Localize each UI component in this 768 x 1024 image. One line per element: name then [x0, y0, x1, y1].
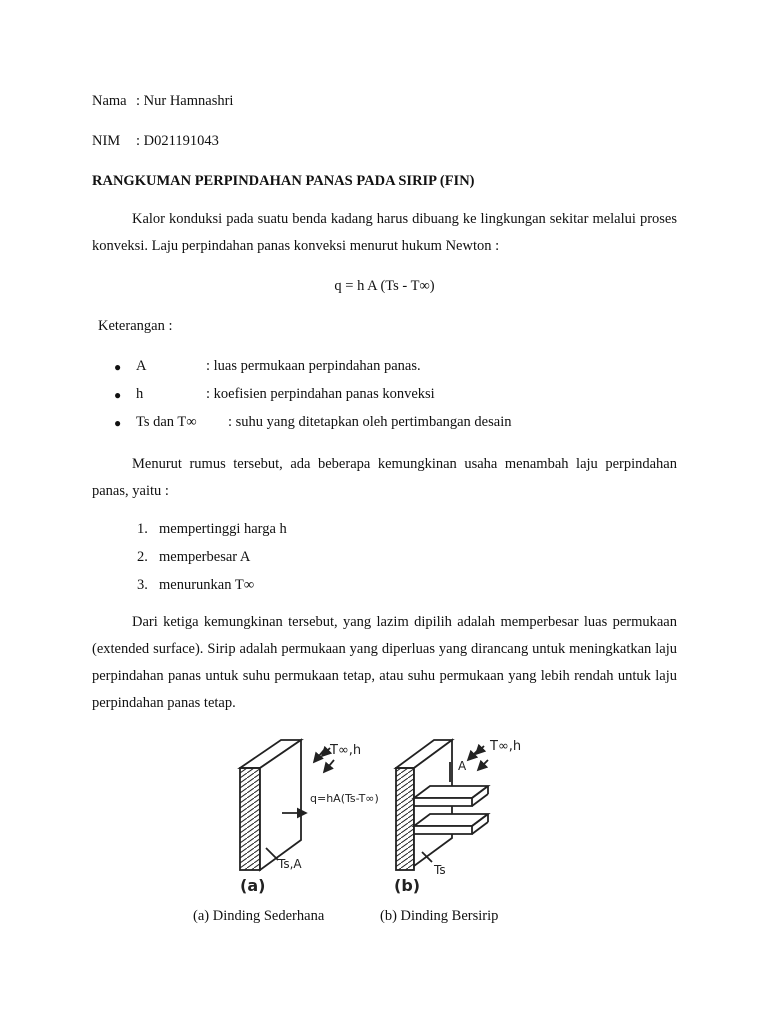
intro-paragraph: Kalor konduksi pada suatu benda kadang harus dibuang ke lingkungan sekitar melalui proses konveksi. Laju perpindahan panas konveksi menurut hukum Newton : — [92, 211, 677, 254]
definition-desc: : suhu yang ditetapkan oleh pertimbangan desain — [228, 414, 512, 430]
bullet-icon: ● — [114, 388, 122, 402]
a-q-label: q=hA(Ts-T∞) — [310, 792, 379, 805]
caption-b: (b) Dinding Bersirip — [380, 908, 499, 924]
a-ts-label: Ts,A — [278, 857, 302, 871]
finned-wall-drawing — [396, 740, 488, 870]
a-tinf-label: T∞,h — [330, 743, 362, 758]
b-a-label: A — [458, 759, 467, 773]
nim-value: : D021191043 — [136, 133, 219, 149]
figure-label-b: (b) — [394, 876, 421, 895]
bullet-icon: ● — [114, 416, 122, 430]
newton-formula: q = h A (Ts - T∞) — [334, 278, 435, 294]
list-text: mempertinggi harga h — [159, 521, 287, 537]
page-title: RANGKUMAN PERPINDAHAN PANAS PADA SIRIP (FIN) — [92, 173, 475, 189]
list-number: 1. — [137, 521, 148, 537]
definition-term: A — [136, 358, 147, 374]
definition-desc: : koefisien perpindahan panas konveksi — [206, 386, 435, 402]
list-text: menurunkan T∞ — [159, 577, 255, 593]
caption-a: (a) Dinding Sederhana — [193, 908, 325, 924]
b-ts-label: Ts — [434, 863, 446, 877]
list-number: 3. — [137, 577, 148, 593]
b-tinf-label: T∞,h — [490, 739, 522, 754]
simple-wall-drawing — [240, 740, 334, 870]
definition-desc: : luas permukaan perpindahan panas. — [206, 358, 421, 374]
paragraph-options-intro: Menurut rumus tersebut, ada beberapa kemungkinan usaha menambah laju perpindahan panas, yaitu : — [92, 456, 677, 499]
bullet-icon: ● — [114, 360, 122, 374]
keterangan-label: Keterangan : — [98, 318, 173, 334]
list-number: 2. — [137, 549, 148, 565]
name-value: : Nur Hamnashri — [136, 93, 234, 109]
nim-label: NIM — [92, 133, 121, 149]
list-text: memperbesar A — [159, 549, 251, 565]
paragraph-extended-surface: Dari ketiga kemungkinan tersebut, yang lazim dipilih adalah memperbesar luas permukaan (extended surface). Sirip adalah permukaan yang diperluas yang dirancang untuk meningkatkan laju perpindahan panas untuk suhu permukaan tetap, atau suhu permukaan yang lebih rendah untuk laju perpindahan panas tetap. — [92, 614, 677, 711]
figure-label-a: (a) — [240, 876, 266, 895]
definition-term: h — [136, 386, 144, 402]
definition-term: Ts dan T∞ — [136, 414, 197, 430]
fin-diagram — [226, 728, 546, 900]
name-label: Nama — [92, 93, 127, 109]
